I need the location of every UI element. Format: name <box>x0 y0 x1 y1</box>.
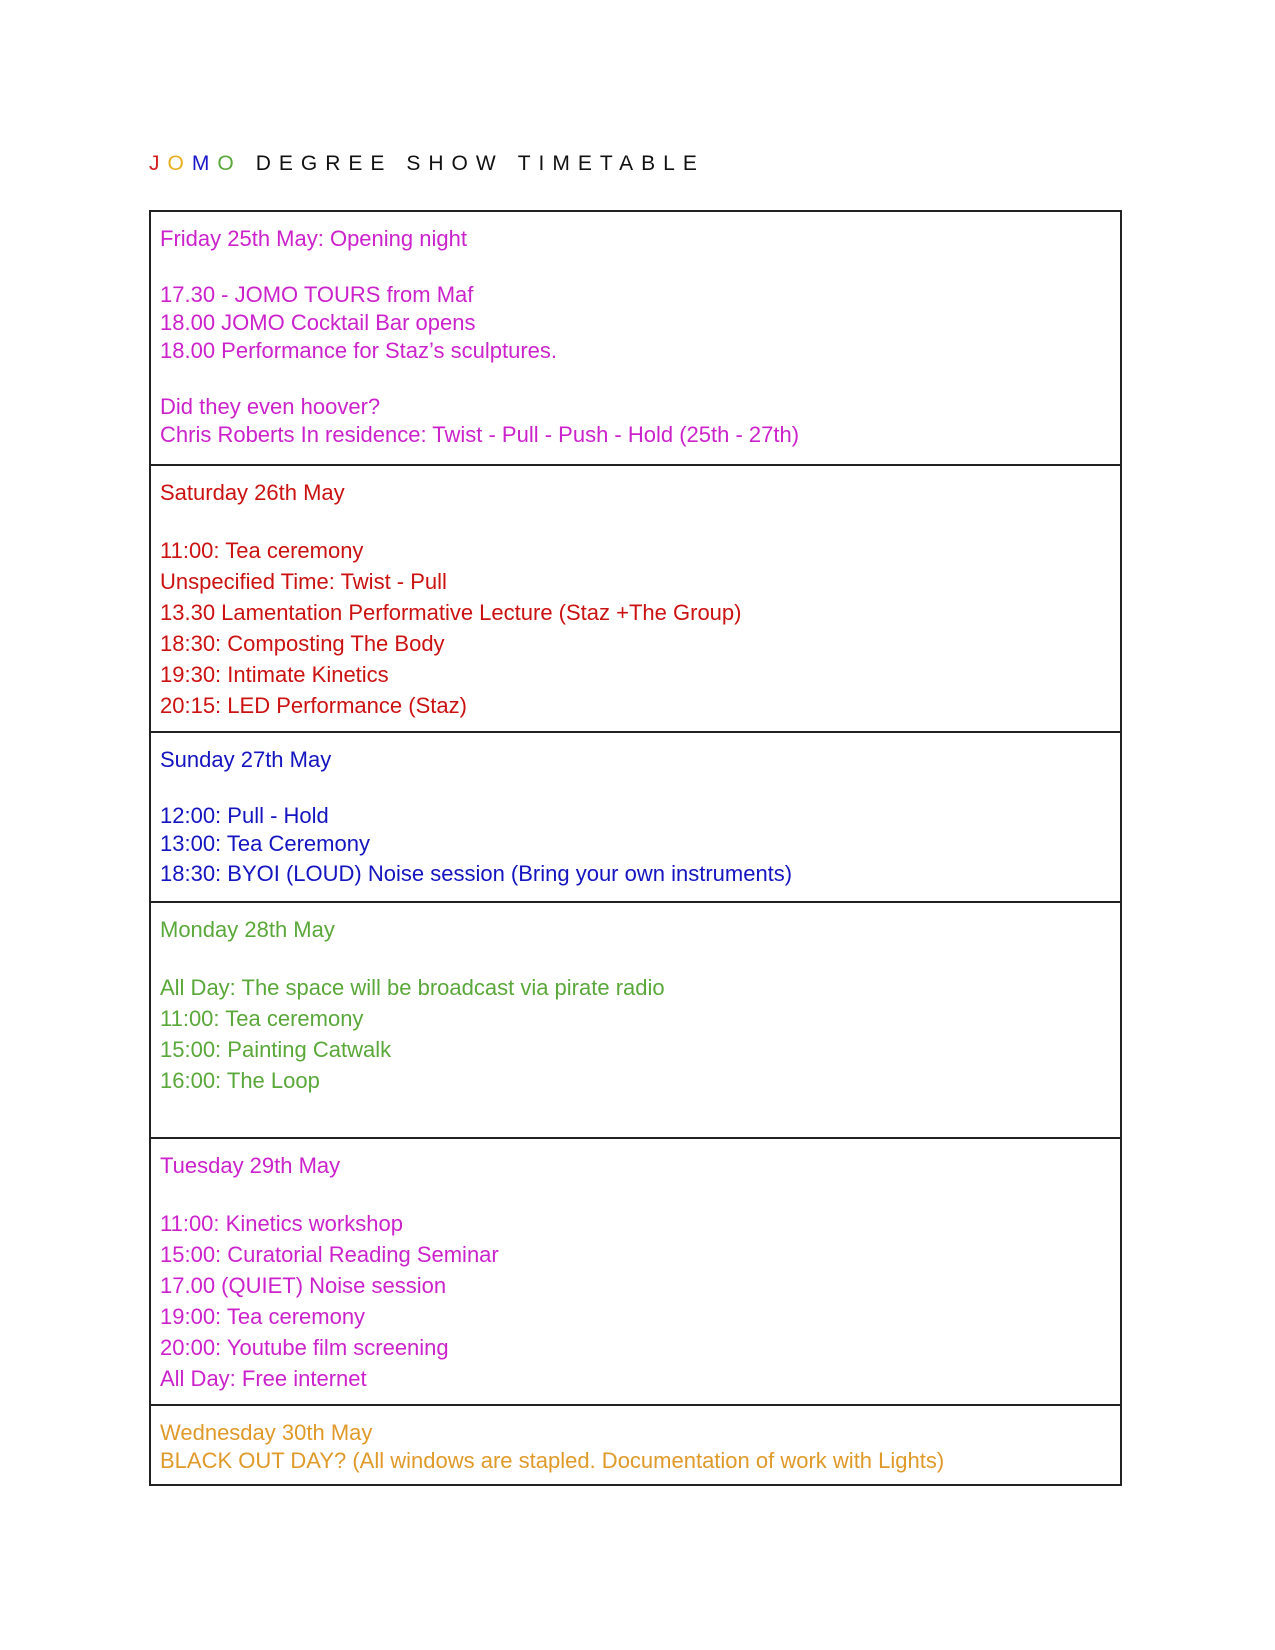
day-heading: Wednesday 30th May <box>160 1420 373 1445</box>
event-line: 19:30: Intimate Kinetics <box>160 662 389 687</box>
timetable <box>149 210 1122 1486</box>
event-line: 11:00: Tea ceremony <box>160 1006 364 1031</box>
event-line: 20:15: LED Performance (Staz) <box>160 693 467 718</box>
event-line: 15:00: Painting Catwalk <box>160 1037 392 1062</box>
event-line: 20:00: Youtube film screening <box>160 1335 449 1360</box>
event-line: 12:00: Pull - Hold <box>160 803 329 828</box>
title-word: SHOW <box>406 152 504 175</box>
jomo-logo <box>149 152 242 175</box>
event-line: 18.00 Performance for Staz’s sculptures. <box>160 338 558 363</box>
title-word: TIMETABLE <box>517 152 705 175</box>
title-word: DEGREE <box>255 152 393 175</box>
day-section-monday <box>151 901 1120 1137</box>
event-line: Unspecified Time: Twist - Pull <box>160 569 447 594</box>
day-section-friday <box>151 212 1120 464</box>
day-heading: Saturday 26th May <box>160 480 345 505</box>
event-line: 18:30: BYOI (LOUD) Noise session (Bring your own instruments) <box>160 861 793 886</box>
event-line: All Day: The space will be broadcast via pirate radio <box>160 975 665 1000</box>
event-line: 17.00 (QUIET) Noise session <box>160 1273 447 1298</box>
event-line: 11:00: Tea ceremony <box>160 538 364 563</box>
day-heading: Tuesday 29th May <box>160 1153 341 1178</box>
day-section-saturday <box>151 464 1120 731</box>
event-line: Did they even hoover? <box>160 394 381 419</box>
day-heading: Monday 28th May <box>160 917 335 942</box>
event-line: All Day: Free internet <box>160 1366 367 1391</box>
day-section-wednesday <box>151 1404 1120 1484</box>
event-line: BLACK OUT DAY? (All windows are stapled. Documentation of work with Lights) <box>160 1448 945 1473</box>
jomo-letter: O <box>167 152 192 175</box>
day-heading: Sunday 27th May <box>160 747 332 772</box>
jomo-letter: O <box>217 152 242 175</box>
event-line: 17.30 - JOMO TOURS from Maf <box>160 282 474 307</box>
event-line: Chris Roberts In residence: Twist - Pull - Push - Hold (25th - 27th) <box>160 422 800 447</box>
jomo-letter: J <box>149 152 168 175</box>
day-heading: Friday 25th May: Opening night <box>160 226 467 251</box>
page-title <box>149 151 705 177</box>
event-line: 15:00: Curatorial Reading Seminar <box>160 1242 499 1267</box>
event-line: 13:00: Tea Ceremony <box>160 831 370 856</box>
event-line: 13.30 Lamentation Performative Lecture (Staz +The Group) <box>160 600 742 625</box>
jomo-letter: M <box>191 152 218 175</box>
day-section-tuesday <box>151 1137 1120 1404</box>
event-line: 11:00: Kinetics workshop <box>160 1211 403 1236</box>
event-line: 16:00: The Loop <box>160 1068 320 1093</box>
event-line: 18:30: Composting The Body <box>160 631 445 656</box>
event-line: 18.00 JOMO Cocktail Bar opens <box>160 310 476 335</box>
event-line: 19:00: Tea ceremony <box>160 1304 366 1329</box>
day-section-sunday <box>151 731 1120 901</box>
